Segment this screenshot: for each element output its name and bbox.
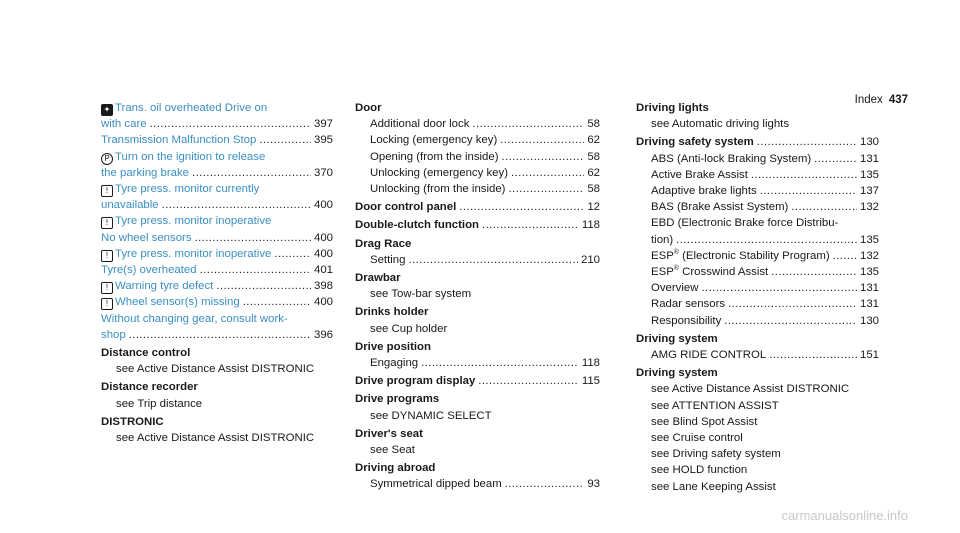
tyre-pressure-icon: ! bbox=[101, 217, 113, 229]
tyre-pressure-icon: ! bbox=[101, 250, 113, 262]
index-entry: Tyre(s) overheated ..... 401 bbox=[101, 262, 333, 278]
index-column-2 bbox=[355, 100, 600, 493]
index-entry: Driving system AMG RIDE CONTROL ..... 151 bbox=[636, 331, 879, 363]
index-entry: Drive program display ..... 115 bbox=[355, 373, 600, 389]
transmission-warning-icon: ✦ bbox=[101, 104, 113, 116]
index-entry: ! Tyre press. monitor inoperative No wheel sensors ..... 400 bbox=[101, 213, 333, 245]
page-number: 437 bbox=[888, 94, 908, 106]
index-entry: DISTRONIC see Active Distance Assist DISTRONIC bbox=[101, 415, 315, 445]
index-entry: ! Tyre press. monitor inoperative ..... 400 bbox=[101, 246, 333, 262]
index-entry: P Turn on the ignition to release the parking brake ..... 370 bbox=[101, 149, 333, 181]
index-entry: Door control panel ..... 12 bbox=[355, 199, 600, 215]
watermark: carmanualsonline.info bbox=[781, 508, 908, 523]
index-entry: Driving system see Active Distance Assist DISTRONIC see ATTENTION ASSIST see Blind Spot Assist see Cruise control see Driving safety system see HOLD function see Lane Keeping Assist bbox=[636, 367, 850, 493]
index-entry: Distance recorder see Trip distance bbox=[101, 381, 203, 410]
index-entry: Driving safety system ..... 130 ABS (Anti-lock Braking System) ..... 131 Active Brake Assist ..... 135 Adaptive brake lights ..... 137 BAS (Brake Assist System) ..... 132 EBD (Electronic Brake force Distribu- tion) ..... 135 ESP® (Electronic Stability Program) ..... 132 ESP® Crosswind Assist ..... 135 Overview ..... 131 Radar sensors ..... 131 Responsibility ..... 130 bbox=[636, 134, 879, 328]
index-entry: ! Tyre press. monitor currently unavailable ..... 400 bbox=[101, 181, 333, 213]
tyre-pressure-icon: ! bbox=[101, 282, 113, 294]
index-entry: Drinks holder see Cup holder bbox=[355, 306, 448, 335]
index-column-3 bbox=[636, 100, 879, 495]
index-entry: Driver's seat see Seat bbox=[355, 427, 423, 457]
index-entry: Drawbar see Tow-bar system bbox=[355, 272, 472, 301]
tyre-pressure-icon: ! bbox=[101, 298, 113, 310]
index-entry: Driving abroad Symmetrical dipped beam ..... 93 bbox=[355, 460, 600, 492]
index-entry: Drag Race Setting ..... 210 bbox=[355, 236, 600, 268]
index-entry: ! Wheel sensor(s) missing ..... 400 bbox=[101, 294, 333, 310]
index-entry: Distance control see Active Distance Assist DISTRONIC bbox=[101, 347, 315, 376]
index-entry: Drive position Engaging ..... 118 bbox=[355, 339, 600, 371]
parking-brake-icon: P bbox=[101, 153, 113, 165]
tyre-pressure-icon: ! bbox=[101, 185, 113, 197]
index-entry: Driving lights see Automatic driving lights bbox=[636, 102, 790, 131]
index-entry: Drive programs see DYNAMIC SELECT bbox=[355, 393, 492, 422]
index-entry: Door Additional door lock ..... 58 Locking (emergency key) ..... 62 Opening (from the inside) ..... 58 Unlocking (emergency key) ..... 62 Unlocking (from the inside) ..... 58 bbox=[355, 100, 600, 197]
index-entry: ✦ Trans. oil overheated Drive on with care ..... 397 bbox=[101, 100, 333, 132]
index-entry: Double-clutch function ..... 118 bbox=[355, 217, 600, 233]
index-entry: ! Warning tyre defect ..... 398 bbox=[101, 278, 333, 294]
index-entry: Without changing gear, consult work- shop ..... 396 bbox=[101, 311, 333, 343]
index-column-1 bbox=[101, 100, 333, 446]
index-label: Index bbox=[854, 94, 883, 106]
index-entry: Transmission Malfunction Stop ..... 395 bbox=[101, 132, 333, 148]
